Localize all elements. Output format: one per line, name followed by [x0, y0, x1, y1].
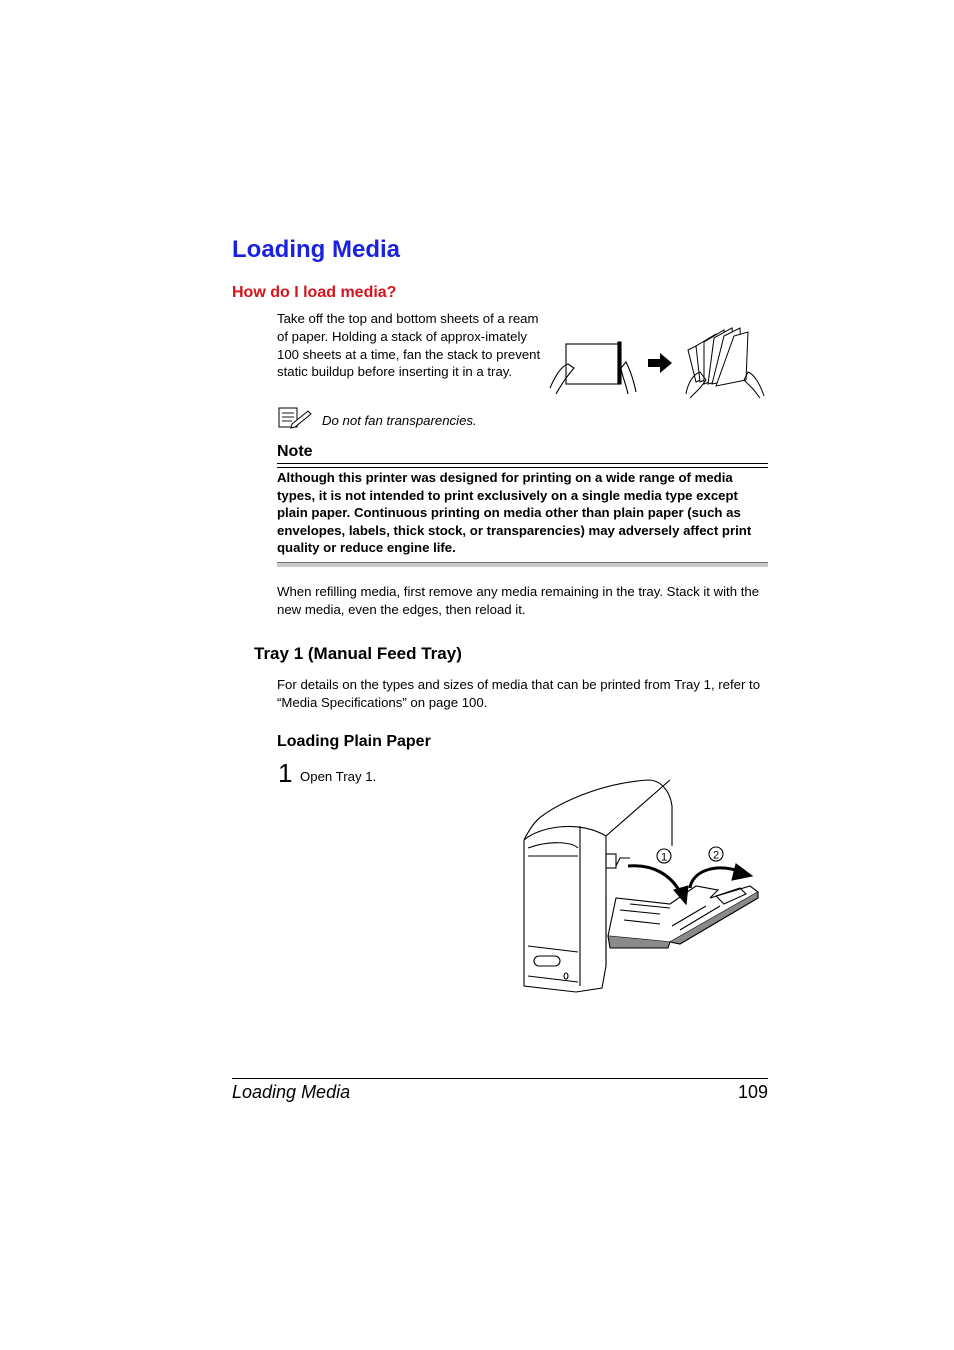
arrow-right-icon: [648, 353, 672, 373]
footer-section: Loading Media: [232, 1082, 351, 1102]
fanned-paper-image: [686, 328, 764, 398]
note-top-rule: [277, 463, 768, 464]
footer-rule: [232, 1078, 768, 1079]
note-top-rule-thin: [277, 467, 768, 468]
refill-paragraph: When refilling media, first remove any media remaining in the tray. Stack it with the new media, even the edges, then reload it.: [277, 584, 760, 617]
callout-2: 2: [712, 849, 720, 862]
intro-paragraph: Take off the top and bottom sheets of a ream of paper. Holding a stack of approx-imately 100 sheets at a time, fan the stack to prevent static buildup before inserting it in a tray.: [277, 311, 541, 380]
subsection-title: Tray 1 (Manual Feed Tray): [254, 644, 462, 663]
note-label: Note: [277, 443, 313, 460]
tip-text: Do not fan transparencies.: [322, 413, 477, 428]
step-number: 1: [278, 758, 293, 788]
note-bottom-rule: [277, 562, 768, 567]
page-number: 109: [737, 1082, 768, 1102]
paper-fanning-illustration: [548, 322, 768, 398]
step-text: Open Tray 1.: [300, 769, 377, 784]
section-title: How do I load media?: [232, 284, 397, 301]
procedure-title: Loading Plain Paper: [277, 733, 431, 750]
page-title: Loading Media: [232, 236, 400, 263]
subsection-paragraph: For details on the types and sizes of media that can be printed from Tray 1, refer to “Media Specifications” on page 100.: [277, 677, 761, 710]
note-text: Although this printer was designed for printing on a wide range of media types, it is not intended to print exclusively on a single media type except plain paper. Continuous printing on media other than plain paper (such as envelopes, labels, thick stock, or transparencies) may adversely affect print quality or reduce engine life.: [277, 470, 752, 556]
callout-1: 1: [660, 851, 668, 864]
note-pencil-icon: [278, 407, 312, 429]
paper-stack-image: [550, 342, 636, 394]
printer-tray-illustration: [520, 776, 762, 996]
